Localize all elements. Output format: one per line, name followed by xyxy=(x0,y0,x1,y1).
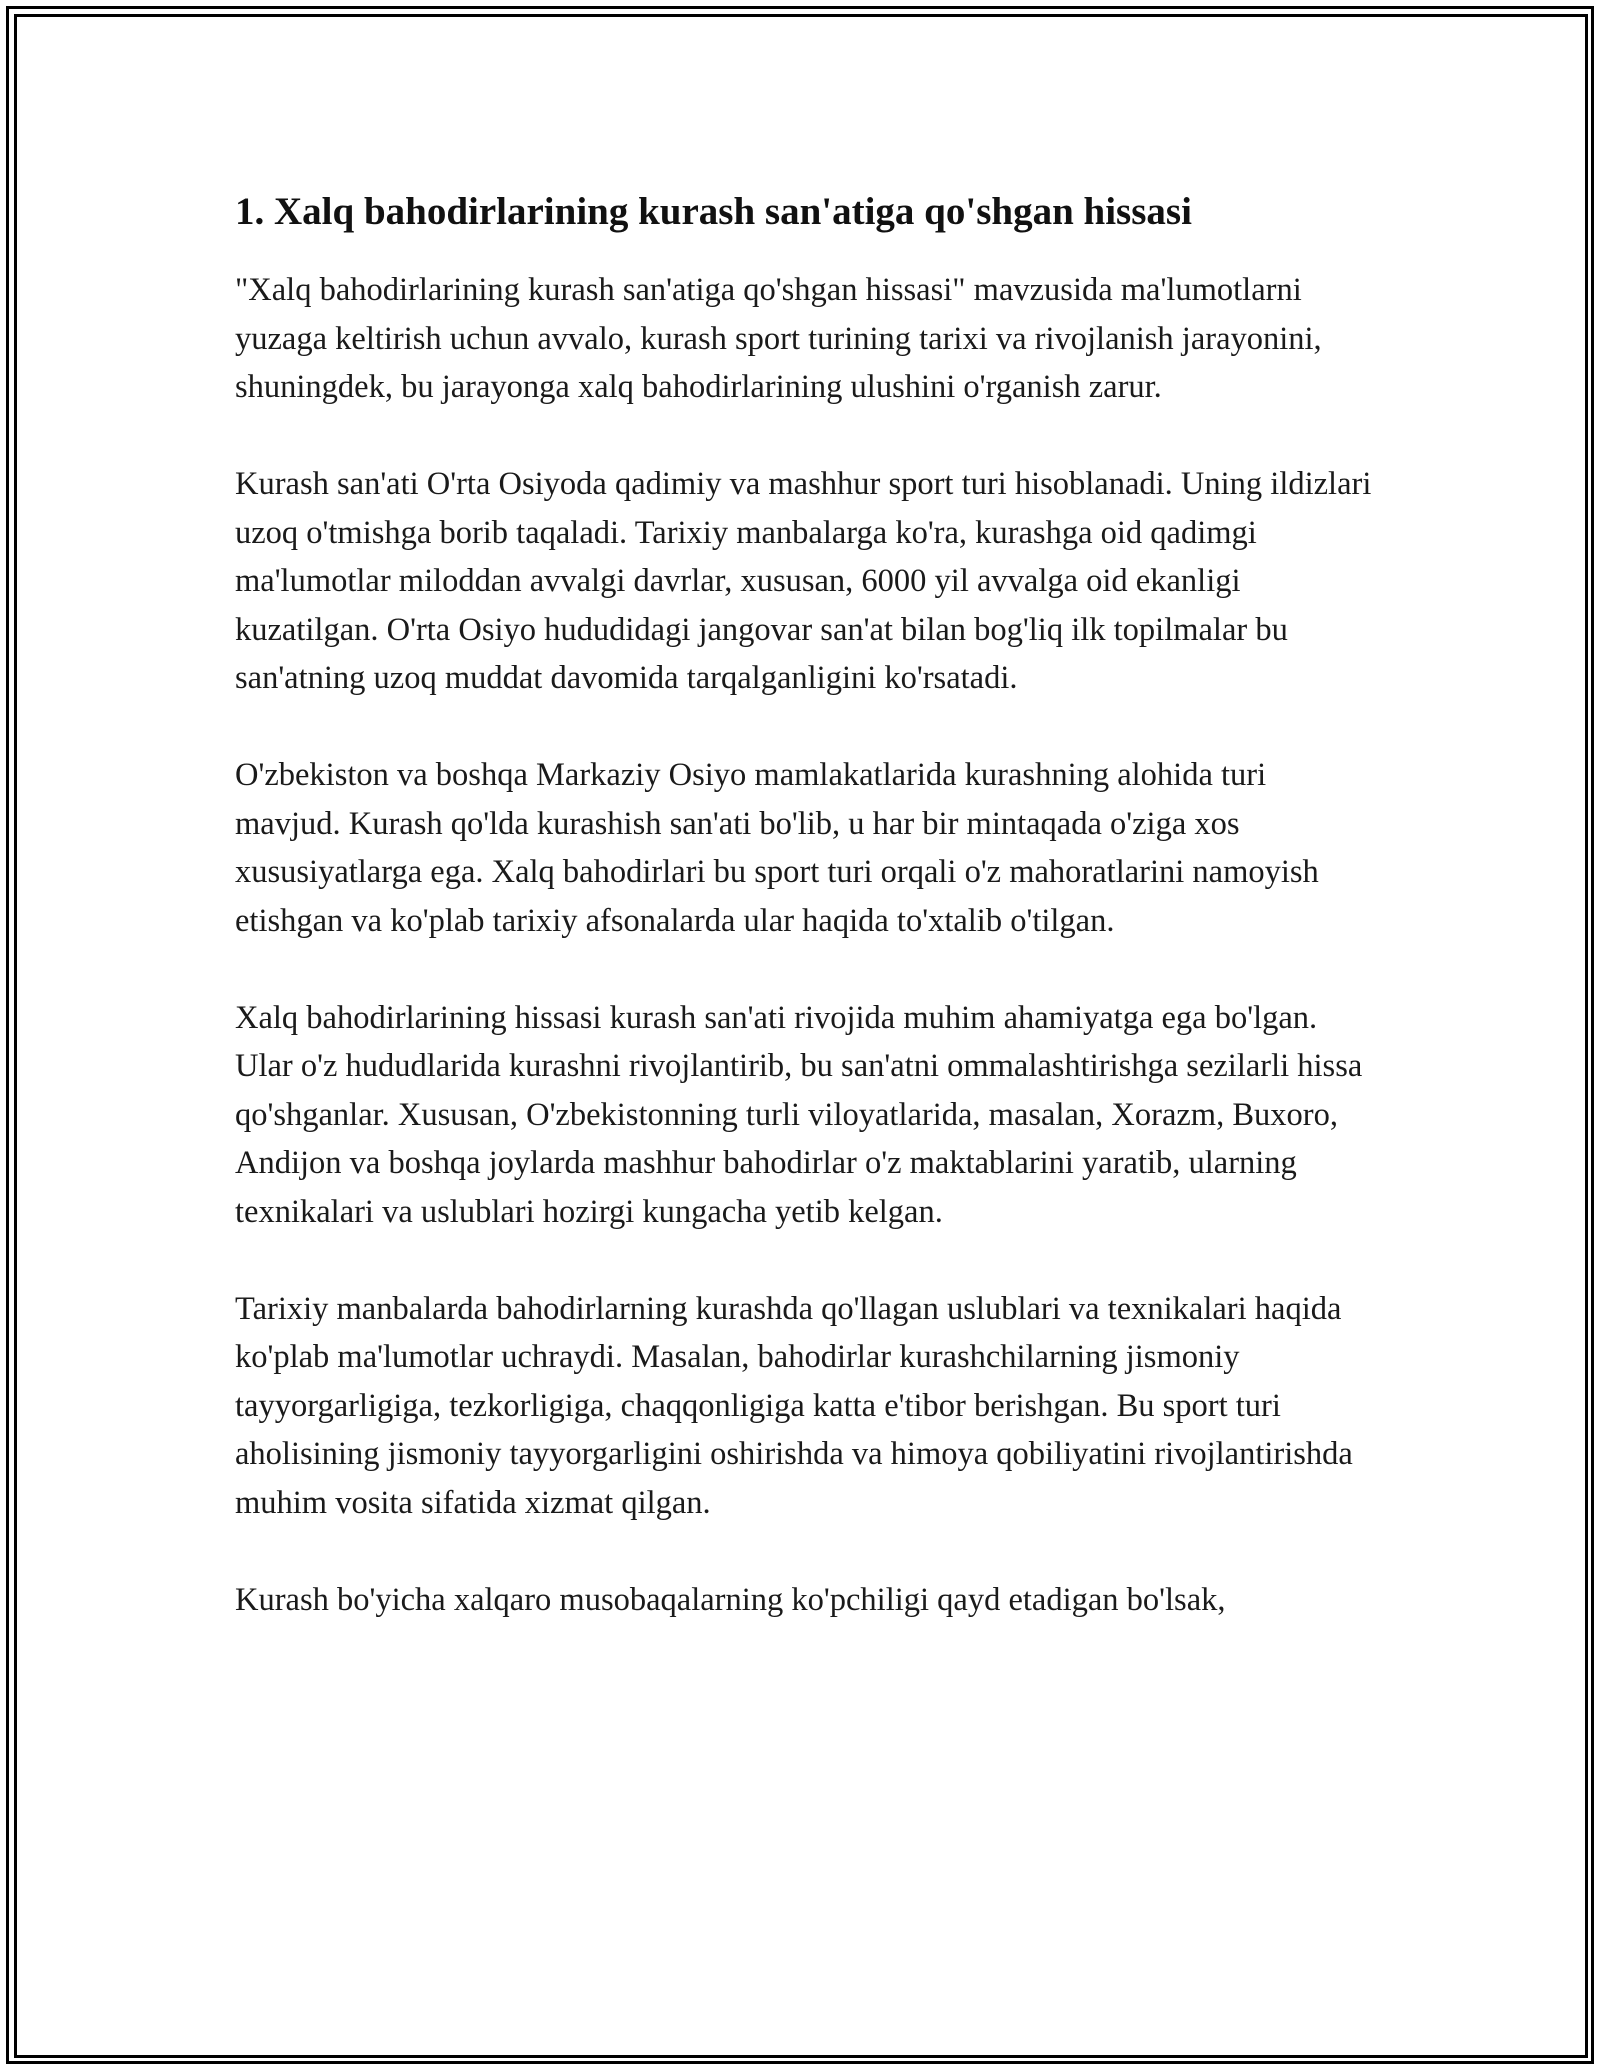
paragraph-history: Kurash san'ati O'rta Osiyoda qadimiy va mashhur sport turi hisoblanadi. Uning ildizlari uzoq o'tmishga borib taqaladi. Tarixiy manbalarga ko'ra, kurashga oid qadimgi ma'lumotlar miloddan avvalgi davrlar, xususan, 6000 yil avvalga oid ekanligi kuzatilgan. O'rta Osiyo hududidagi jangovar san'at bilan bog'liq ilk topilmalar bu san'atning uzoq muddat davomida tarqalganligini ko'rsatadi. xyxy=(235,466,1372,696)
paragraph-intro: "Xalq bahodirlarining kurash san'atiga qo'shgan hissasi" mavzusida ma'lumotlarni yuzaga keltirish uchun avvalo, kurash sport turining tarixi va rivojlanish jarayonini, shuningdek, bu jarayonga xalq bahodirlarining ulushini o'rganish zarur. xyxy=(235,272,1322,405)
paragraph-contribution: Xalq bahodirlarining hissasi kurash san'ati rivojida muhim ahamiyatga ega bo'lgan. Ular o'z hududlarida kurashni rivojlantirib, bu san'atni ommalashtirishga sezilarli hissa qo'shganlar. Xususan, O'zbekistonning turli viloyatlarida, masalan, Xorazm, Buxoro, Andijon va boshqa joylarda mashhur bahodirlar o'z maktablarini yaratib, ularning texnikalari va uslublari hozirgi kungacha yetib kelgan. xyxy=(235,999,1363,1230)
paragraph-techniques: Tarixiy manbalarda bahodirlarning kurashda qo'llagan uslublari va texnikalari haqida ko'plab ma'lumotlar uchraydi. Masalan, bahodirlar kurashchilarning jismoniy tayyorgarligiga, tezkorligiga, chaqqonligiga katta e'tibor berishgan. Bu sport turi aholisining jismoniy tayyorgarligini oshirishda va himoya qobiliyatini rivojlantirishda muhim vosita sifatida xizmat qilgan. xyxy=(235,1290,1353,1521)
section-heading: 1. Xalq bahodirlarining kurash san'atiga qo'shgan hissasi xyxy=(235,190,1192,233)
paragraph-international: Kurash bo'yicha xalqaro musobaqalarning ko'pchiligi qayd etadigan bo'lsak, xyxy=(235,1581,1226,1618)
paragraph-central-asia: O'zbekiston va boshqa Markaziy Osiyo mamlakatlarida kurashning alohida turi mavjud. Kurash qo'lda kurashish san'ati bo'lib, u har bir mintaqada o'ziga xos xususiyatlarga ega. Xalq bahodirlari bu sport turi orqali o'z mahoratlarini namoyish etishgan va ko'plab tarixiy afsonalarda ular haqida to'xtalib o'tilgan. xyxy=(235,757,1319,939)
document-body xyxy=(235,186,1375,1673)
